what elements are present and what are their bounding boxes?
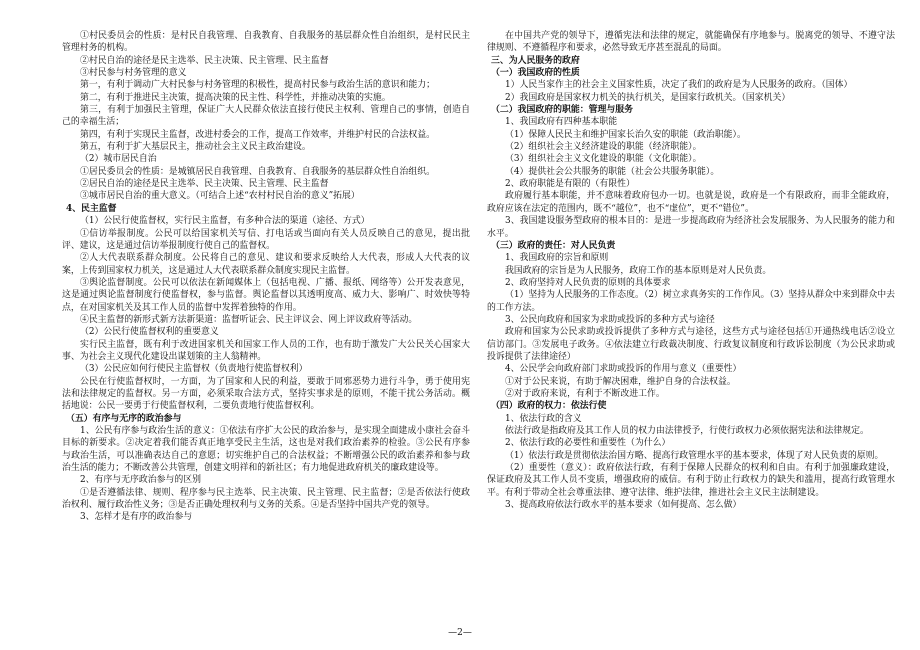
paragraph: 第二，有利于推进民主决策，提高决策的民主性、科学性，并推动决策的实施。 — [80, 92, 391, 103]
paragraph: 3、怎样才是有序的政治参与 — [80, 512, 193, 523]
paragraph: 第五，有利于扩大基层民主，推动社会主义民主政治建设。 — [80, 142, 311, 153]
paragraph: ②人大代表联系群众制度。公民将自己的意见、建议和要求反映给人大代表，形成人大代表的议案，上传到国家权力机关，这是通过人大代表联系群众制度实现民主监督。 — [62, 253, 470, 276]
paragraph: （4）提供社会公共服务的职能（社会公共服务职能）。 — [505, 166, 720, 177]
paragraph: （2）城市居民自治 — [80, 154, 157, 165]
paragraph: 第四，有利于实现民主监督，改进村委会的工作，提高工作效率，并维护村民的合法权益。 — [80, 129, 435, 140]
paragraph: 2、政府坚持对人民负责的原则的具体要求 — [505, 277, 671, 288]
paragraph: （2）重要性（意义）：政府依法行政，有利于保障人民群众的权利和自由。有利于加强廉政建设，保证政府及其工作人员不变质，增强政府的威信。有利于防止行政权力的缺失和滥用，提高行政管理水平。有利于带动全社会尊重法律、遵守法律、维护法律，推进社会主义民主法制建设。 — [487, 463, 895, 498]
paragraph: 1、我国政府的宗旨和原则 — [505, 253, 609, 264]
paragraph: （3）组织社会主义文化建设的职能（文化职能）。 — [505, 154, 702, 165]
paragraph: 2）我国政府是国家权力机关的执行机关，是国家行政机关。（国家机关） — [505, 92, 791, 103]
page-number: —2— — [448, 628, 472, 638]
paragraph: 1、我国政府有四种基本职能 — [505, 117, 618, 128]
paragraph: 2、依法行政的必要性和重要性（为什么） — [505, 438, 671, 449]
paragraph: ①村民委员会的性质：是村民自我管理、自我教育、自我服务的基层群众性自治组织，是村民民主管理村务的机构。 — [62, 31, 470, 54]
paragraph: （1）坚持为人民服务的工作态度。（2）树立求真务实的工作作风。（3）坚持从群众中来到群众中去的工作方法。 — [487, 290, 895, 313]
section-heading: 4、民主监督 — [66, 203, 117, 214]
paragraph: 公民在行使监督权时，一方面，为了国家和人民的利益，要敢于同邪恶势力进行斗争，勇于使用宪法和法律规定的监督权。另一方面，必须采取合法方式，坚持实事求是的原则，不能干扰公务活动。概括地说：公民一要勇于行使监督权利，二要负责地行使监督权利。 — [62, 376, 470, 412]
paragraph: ①居民委员会的性质：是城镇居民自我管理、自我教育、自我服务的基层群众性自治组织。 — [80, 166, 435, 177]
paragraph: 1）人民当家作主的社会主义国家性质，决定了我们的政府是为人民服务的政府。（国体） — [505, 80, 853, 91]
paragraph: 政府履行基本职能，并不意味着政府包办一切。也就是说，政府是一个有限政府，而非全能政府，政府应该在法定的范围内，既不“越位”，也不“虚位”，更不“错位”。 — [487, 191, 895, 214]
left-column — [62, 30, 470, 524]
paragraph: ①对于公民来说，有助于解决困难，维护自身的合法权益。 — [505, 376, 736, 387]
paragraph: ②村民自治的途径是民主选举、民主决策、民主管理、民主监督 — [80, 55, 329, 66]
paragraph: 3、公民向政府和国家为求助或投诉的多种方式与途径 — [505, 314, 715, 325]
paragraph: 我国政府的宗旨是为人民服务，政府工作的基本原则是对人民负责。 — [505, 265, 772, 276]
section-heading: 三、为人民服务的政府 — [491, 55, 580, 66]
paragraph: （1）保障人民民主和维护国家长治久安的职能（政治职能）。 — [505, 129, 746, 140]
paragraph: 1、依法行政的含义 — [505, 413, 582, 424]
paragraph: 1、公民有序参与政治生活的意义：①依法有序扩大公民的政治参与，是实现全面建成小康社会奋斗目标的新要求。②决定着我们能否真正地享受民主生活，这也是对我们政治素养的检验。③公民有序参与政治生活，可以准确表达自己的意愿；切实维护自己的合法权益；不断增强公民的政治素养和参与政治生活的能力；不断改善公共管理，创建文明祥和的新社区；有力地促进政府机关的廉政建设等。 — [62, 426, 470, 474]
paragraph: 2、有序与无序政治参与的区别 — [80, 475, 202, 486]
section-heading: （二）我国政府的职能：管理与服务 — [491, 105, 633, 116]
paragraph: （1）公民行使监督权，实行民主监督，有多种合法的渠道（途径、方式） — [80, 216, 370, 227]
paragraph: ③城市居民自治的重大意义。（可结合上述“农村村民自治的意义”拓展） — [80, 191, 360, 202]
paragraph: 第三，有利于加强民主管理，保证广大人民群众依法直接行使民主权利、管理自己的事情，创造自己的幸福生活； — [62, 105, 470, 128]
paragraph: ④民主监督的新形式新方法新渠道：监督听证会、民主评议会、网上评议政府等活动。 — [80, 314, 418, 325]
paragraph: ③村民参与村务管理的意义 — [80, 68, 187, 79]
paragraph: （3）公民应如何行使民主监督权（负责地行使监督权利） — [80, 364, 308, 375]
paragraph: 4、公民学会向政府部门求助或投诉的作用与意义（重要性） — [505, 364, 742, 375]
right-column — [487, 30, 895, 511]
paragraph: 3、我国建设服务型政府的根本目的：是进一步提高政府为经济社会发展服务、为人民服务的能力和水平。 — [487, 216, 895, 239]
paragraph: 依法行政是指政府及其工作人员的权力由法律授予，行使行政权力必须依据宪法和法律规定。 — [505, 426, 869, 436]
paragraph: ②居民自治的途径是民主选举、民主决策、民主管理、民主监督 — [80, 179, 329, 190]
paragraph: 政府和国家为公民求助或投诉提供了多种方式与途径，这些方式与途径包括①开通热线电话②设立信访部门。③发展电子政务。④依法建立行政裁决制度、行政复议制度和行政诉讼制度（为公民求助或投诉提供了法律途径） — [487, 327, 895, 362]
paragraph: ①信访举报制度。公民可以给国家机关写信、打电话或当面向有关人员反映自己的意见，提出批评、建议，这是通过信访举报制度行使自己的监督权。 — [62, 228, 470, 251]
section-heading: （四）政府的权力：依法行使 — [491, 401, 607, 412]
section-heading: （五）有序与无序的政治参与 — [66, 413, 182, 424]
paragraph: （1）依法行政是贯彻依法治国方略、提高行政管理水平的基本要求，体现了对人民负责的原则。 — [505, 450, 884, 461]
section-heading: （三）政府的责任：对人民负责 — [491, 240, 616, 251]
section-heading: （一）我国政府的性质 — [491, 68, 580, 79]
paragraph: 在中国共产党的领导下，遵循宪法和法律的规定，就能确保有序地参与。脱离党的领导、不遵守法律规则、不遵循程序和要求，必然导致无序甚至混乱的局面。 — [487, 31, 895, 54]
paragraph: （2）组织社会主义经济建设的职能（经济职能）。 — [505, 142, 702, 153]
paragraph: 3、提高政府依法行政水平的基本要求（如何提高、怎么做） — [505, 500, 742, 511]
paragraph: （2）公民行使监督权利的重要意义 — [80, 327, 219, 338]
paragraph: ②对于政府来说，有利于不断改进工作。 — [505, 388, 665, 399]
paragraph: 第一，有利于调动广大村民参与村务管理的积极性，提高村民参与政治生活的意识和能力； — [80, 80, 435, 91]
paragraph: ①是否遵循法律、规则、程序参与民主选举、民主决策、民主管理、民主监督；②是否依法行使政治权利、履行政治性义务；③是否正确处理权利与义务的关系。④是否坚持中国共产党的领导。 — [62, 487, 470, 511]
paragraph: 2、政府职能是有限的（有限性） — [505, 179, 635, 190]
paragraph: 实行民主监督，既有利于改进国家机关和国家工作人员的工作，也有助于激发广大公民关心国家大事、为社会主义现代化建设出谋划策的主人翁精神。 — [62, 339, 470, 362]
paragraph: ③舆论监督制度。公民可以依法在新闻媒体上（包括电视、广播、报纸、网络等）公开发表意见，这是通过舆论监督制度行使监督权，参与监督。舆论监督以其透明度高、威力大、影响广、时效快等特点，在对国家机关及其工作人员的监督中发挥着独特的作用。 — [62, 277, 470, 313]
